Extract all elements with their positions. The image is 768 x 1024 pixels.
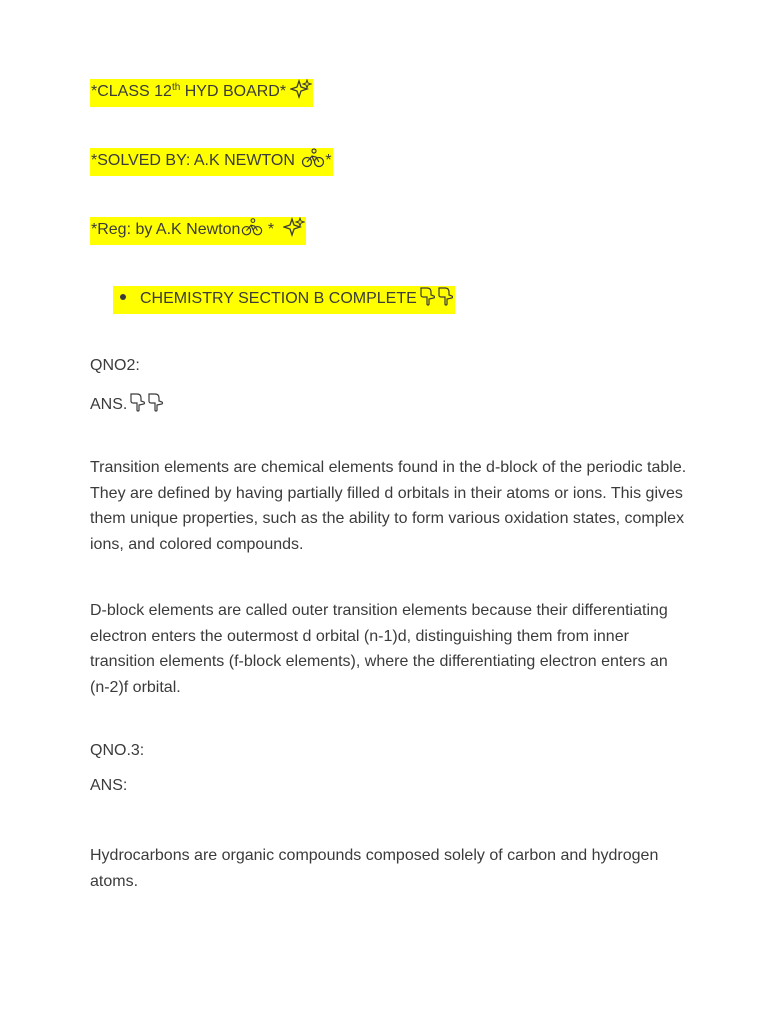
q2-paragraph-2-text: D-block elements are called outer transition elements because their differentiating electron enters the outermost d orbital (n-1)d, distinguishing them from inner transition elements (f-block elements), where the differentiating electron enters an (n-2)f orbital. [90,602,668,697]
header-class-line [90,79,313,107]
q3-label: QNO.3: [90,742,145,759]
header-class-text-post: HYD BOARD* [180,83,287,100]
q2-ans-line [90,392,164,417]
header-reg-line [90,217,306,245]
q2-paragraph-1 [90,455,690,558]
q3-paragraph-1 [90,843,690,894]
header-class-highlight [90,79,313,107]
bullet-highlight [113,286,455,314]
q3-paragraph-1-text: Hydrocarbons are organic compounds composed solely of carbon and hydrogen atoms. [90,847,659,890]
header-class-sup: th [171,82,181,93]
q2-label: QNO2: [90,357,140,374]
header-class-text: *CLASS 12 [91,83,172,100]
q3-ans-label: ANS: [90,777,128,794]
header-solved-text: *SOLVED BY: A.K NEWTON [91,152,300,169]
cyclist-icon [241,217,263,245]
header-solved-line [90,148,333,176]
cyclist-icon [301,148,325,176]
header-reg-tail: * [263,221,279,238]
header-reg-text: *Reg: by A.K Newton [91,221,241,238]
bullet-dot [120,294,126,300]
header-solved-tail: * [325,152,332,169]
bullet-line [113,286,455,314]
header-solved-highlight [90,148,333,176]
q2-paragraph-2 [90,598,690,701]
bullet-text: CHEMISTRY SECTION B COMPLETE [140,290,417,307]
pointing-down-icon [436,286,454,314]
sparkles-icon [290,79,312,107]
pointing-down-icon [128,392,146,417]
q2-ans-label: ANS. [90,396,128,413]
pointing-down-icon [146,392,164,417]
pointing-down-icon [418,286,436,314]
sparkles-icon [283,217,305,245]
header-reg-highlight [90,217,306,245]
q2-paragraph-1-text: Transition elements are chemical elements found in the d-block of the periodic table. They are defined by having partially filled d orbitals in their atoms or ions. This gives them unique properties, such as the ability to form various oxidation states, complex ions, and colored compounds. [90,459,687,554]
